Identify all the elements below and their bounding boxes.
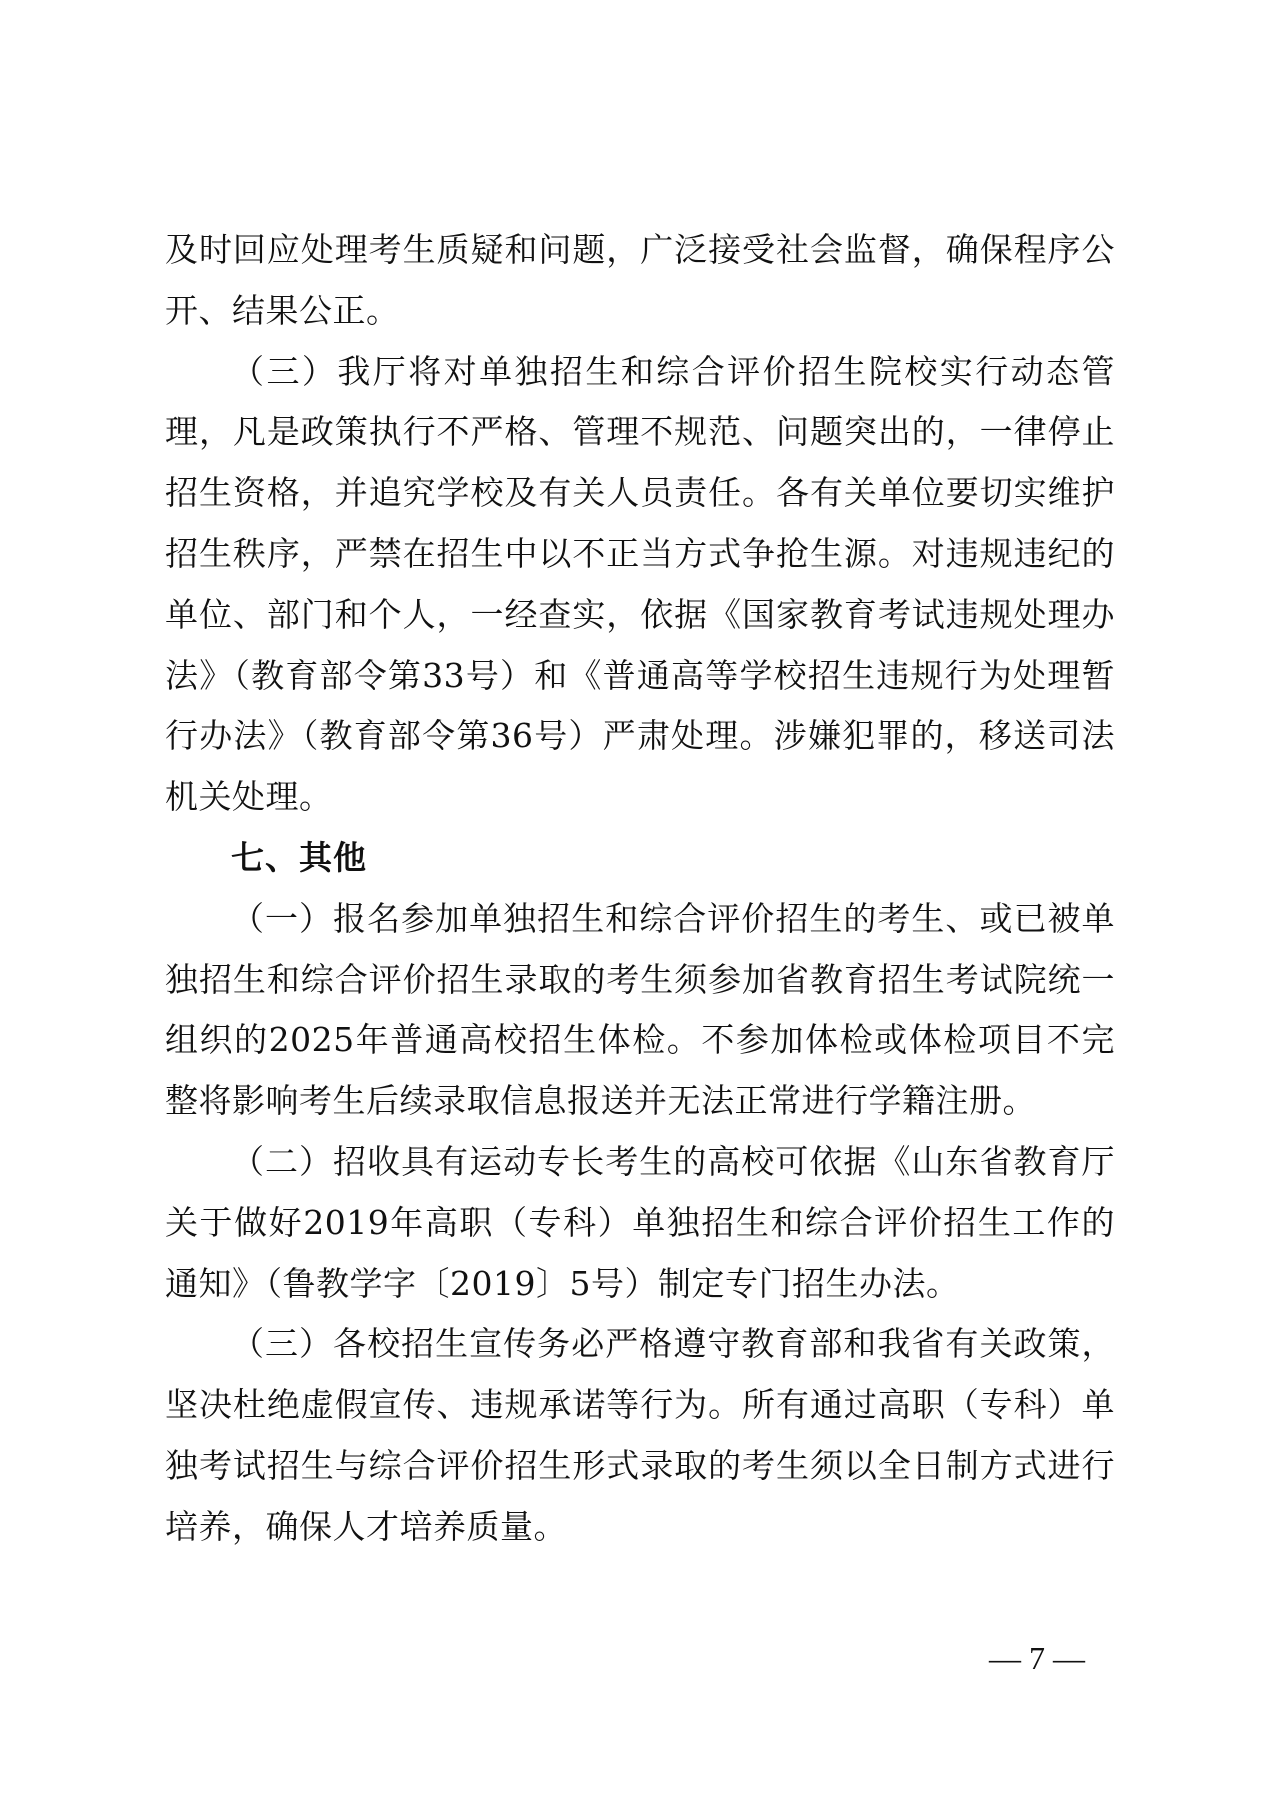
paragraph-physical-exam: （一）报名参加单独招生和综合评价招生的考生、或已被单独招生和综合评价招生录取的考生须参加省教育招生考试院统一组织的2025年普通高校招生体检。不参加体检或体检项目不完整将影响考生后续录取信息报送并无法正常进行学籍注册。: [165, 898, 1115, 1121]
paragraph-sports-specialty: （二）招收具有运动专长考生的高校可依据《山东省教育厅关于做好2019年高职（专科）单独招生和综合评价招生工作的通知》（鲁教学字〔2019〕5号）制定专门招生办法。: [165, 1141, 1115, 1303]
paragraph-dynamic-management: （三）我厅将对单独招生和综合评价招生院校实行动态管理，凡是政策执行不严格、管理不规范、问题突出的，一律停止招生资格，并追究学校及有关人员责任。各有关单位要切实维护招生秩序，严禁在招生中以不正当方式争抢生源。对违规违纪的单位、部门和个人，一经查实，依据《国家教育考试违规处理办法》（教育部令第33号）和《普通高等学校招生违规行为处理暂行办法》（教育部令第36号）严肃处理。涉嫌犯罪的，移送司法机关处理。: [165, 351, 1115, 817]
document-body: [165, 220, 1115, 1558]
paragraph-continuation: 及时回应处理考生质疑和问题，广泛接受社会监督，确保程序公开、结果公正。: [165, 230, 1115, 330]
paragraph-admission-promotion: （三）各校招生宣传务必严格遵守教育部和我省有关政策，坚决杜绝虚假宣传、违规承诺等行为。所有通过高职（专科）单独考试招生与综合评价招生形式录取的考生须以全日制方式进行培养，确保人才培养质量。: [165, 1324, 1115, 1546]
page-number: — 7 —: [989, 1640, 1085, 1676]
section-heading-other: 七、其他: [231, 837, 367, 877]
